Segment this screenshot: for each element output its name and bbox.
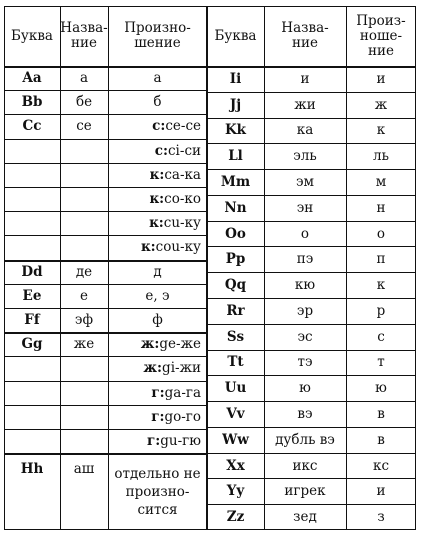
pronunciation-cell: т bbox=[377, 354, 385, 371]
pronunciation-text: cou-ку bbox=[155, 239, 201, 256]
letter-cell: Aa bbox=[22, 70, 42, 87]
name-cell: о bbox=[300, 225, 310, 242]
letter-cell bbox=[4, 163, 60, 187]
pronunciation-cell: п bbox=[376, 251, 386, 268]
name-cell bbox=[60, 235, 108, 259]
pronunciation-cell: р bbox=[376, 302, 386, 319]
letter-cell bbox=[4, 381, 60, 405]
pronunciation-cell: кс bbox=[373, 457, 389, 474]
name-cell bbox=[60, 356, 108, 380]
name-cell: се bbox=[76, 118, 92, 135]
row-rule bbox=[4, 187, 207, 188]
pronunciation-cell: в bbox=[377, 405, 385, 422]
row-rule bbox=[207, 298, 416, 299]
pronunciation-text: ge-же bbox=[159, 336, 201, 353]
letter-cell bbox=[4, 235, 60, 259]
pronunciation-cell: в bbox=[377, 431, 385, 448]
letter-cell bbox=[4, 211, 60, 235]
name-cell: вэ bbox=[297, 405, 313, 422]
row-rule bbox=[4, 453, 207, 455]
pronunciation-text: ga-га bbox=[164, 384, 201, 401]
pronunciation-cell bbox=[108, 356, 207, 380]
name-cell: эф bbox=[74, 312, 94, 329]
name-cell: ю bbox=[299, 380, 311, 397]
name-cell: эн bbox=[296, 199, 314, 216]
pronunciation-cell: ль bbox=[373, 148, 389, 165]
letter-cell: Xx bbox=[226, 457, 245, 474]
pronunciation-text: е, э bbox=[145, 287, 170, 304]
name-cell: де bbox=[75, 263, 93, 280]
letter-cell: Mm bbox=[220, 173, 251, 190]
name-cell bbox=[60, 187, 108, 211]
pronunciation-cell: з bbox=[377, 509, 385, 526]
name-cell: эм bbox=[295, 173, 315, 190]
pronunciation-cell bbox=[108, 211, 207, 235]
pronunciation-cell bbox=[108, 114, 207, 138]
alphabet-table bbox=[4, 6, 416, 530]
letter-cell bbox=[4, 356, 60, 380]
name-cell: а bbox=[79, 70, 89, 87]
letter-cell: Ww bbox=[222, 431, 249, 448]
pronunciation-cell bbox=[108, 66, 207, 90]
pronunciation-text: а bbox=[153, 70, 162, 87]
row-rule bbox=[4, 163, 207, 164]
pronunciation-prefix: к: bbox=[149, 191, 165, 208]
row-rule bbox=[4, 308, 207, 309]
pronunciation-prefix: ж: bbox=[140, 336, 160, 353]
pronunciation-text: gu-гю bbox=[160, 433, 201, 450]
name-cell: икс bbox=[292, 457, 318, 474]
row-rule bbox=[4, 114, 207, 115]
header-name-left: Назва- ние bbox=[60, 20, 108, 51]
letter-cell: Ee bbox=[22, 287, 42, 304]
pronunciation-text: д bbox=[153, 263, 162, 280]
row-rule bbox=[207, 195, 416, 196]
name-cell: эс bbox=[297, 328, 313, 345]
name-cell: тэ bbox=[297, 354, 313, 371]
pronunciation-prefix: г: bbox=[151, 408, 165, 425]
row-rule bbox=[207, 92, 416, 93]
row-rule bbox=[207, 350, 416, 351]
pronunciation-prefix: с: bbox=[152, 118, 166, 135]
row-rule bbox=[4, 332, 207, 334]
row-rule bbox=[207, 246, 416, 247]
letter-cell: Jj bbox=[229, 96, 242, 113]
row-rule bbox=[207, 453, 416, 454]
letter-cell: Rr bbox=[226, 302, 245, 319]
letter-cell: Bb bbox=[21, 94, 43, 111]
name-cell: и bbox=[300, 70, 310, 87]
letter-cell bbox=[4, 187, 60, 211]
row-rule bbox=[207, 427, 416, 428]
letter-cell: Nn bbox=[224, 199, 247, 216]
letter-cell bbox=[4, 405, 60, 429]
letter-cell: Qq bbox=[224, 277, 247, 294]
row-rule bbox=[4, 90, 207, 91]
pronunciation-cell bbox=[108, 405, 207, 429]
pronunciation-cell bbox=[108, 187, 207, 211]
pronunciation-cell: с bbox=[377, 328, 385, 345]
header-pronunciation-right: Произ- ноше- ние bbox=[356, 12, 406, 59]
letter-cell: Hh bbox=[20, 461, 44, 478]
letter-cell: Zz bbox=[226, 509, 245, 526]
letter-cell: Ll bbox=[228, 148, 243, 165]
pronunciation-cell: м bbox=[375, 173, 387, 190]
name-cell: аш bbox=[73, 461, 95, 478]
pronunciation-cell: н bbox=[376, 199, 386, 216]
pronunciation-text: б bbox=[153, 94, 162, 111]
name-cell: жи bbox=[294, 96, 316, 113]
letter-cell: Gg bbox=[21, 336, 43, 353]
pronunciation-prefix: к: bbox=[149, 166, 165, 183]
row-rule bbox=[207, 324, 416, 325]
pronunciation-cell bbox=[108, 260, 207, 284]
pronunciation-prefix: г: bbox=[151, 384, 165, 401]
header-letter-left: Буква bbox=[11, 27, 53, 44]
name-cell bbox=[60, 381, 108, 405]
row-rule bbox=[4, 260, 207, 262]
header-rule bbox=[4, 66, 416, 68]
pronunciation-prefix: ж: bbox=[143, 360, 163, 377]
letter-cell: Ss bbox=[226, 328, 245, 345]
pronunciation-text: gi-жи bbox=[162, 360, 201, 377]
pronunciation-cell bbox=[108, 381, 207, 405]
row-rule bbox=[4, 235, 207, 236]
row-rule bbox=[4, 356, 207, 357]
header-letter-right: Буква bbox=[214, 27, 257, 44]
letter-cell: Kk bbox=[224, 122, 247, 139]
letter-cell: Ii bbox=[229, 70, 242, 87]
row-rule bbox=[207, 169, 416, 170]
pronunciation-cell: отдельно не произно- сится bbox=[114, 465, 201, 518]
name-cell: бе bbox=[75, 94, 93, 111]
row-rule bbox=[207, 478, 416, 479]
pronunciation-text: go-го bbox=[164, 408, 201, 425]
pronunciation-prefix: с: bbox=[154, 142, 168, 159]
name-cell bbox=[60, 163, 108, 187]
column-divider bbox=[346, 6, 347, 530]
name-cell bbox=[60, 139, 108, 163]
pronunciation-cell bbox=[108, 429, 207, 453]
pronunciation-text: ce-се bbox=[165, 118, 201, 135]
name-cell bbox=[60, 429, 108, 453]
pronunciation-cell: и bbox=[376, 70, 386, 87]
column-divider bbox=[264, 6, 265, 530]
pronunciation-cell: ю bbox=[375, 380, 387, 397]
pronunciation-cell bbox=[108, 235, 207, 259]
row-rule bbox=[4, 211, 207, 212]
pronunciation-text: ф bbox=[152, 312, 163, 329]
column-divider bbox=[108, 6, 109, 530]
name-cell: зед bbox=[293, 509, 317, 526]
name-cell: кю bbox=[294, 277, 316, 294]
pronunciation-cell: о bbox=[376, 225, 386, 242]
pronunciation-prefix: к: bbox=[140, 239, 156, 256]
header-pronunciation-left: Произно- шение bbox=[124, 20, 191, 51]
pronunciation-cell bbox=[108, 284, 207, 308]
pronunciation-cell bbox=[108, 163, 207, 187]
row-rule bbox=[4, 381, 207, 382]
row-rule bbox=[4, 429, 207, 430]
name-cell: эль bbox=[293, 148, 317, 165]
row-rule bbox=[207, 118, 416, 119]
name-cell: эр bbox=[296, 302, 314, 319]
name-cell: пэ bbox=[296, 251, 314, 268]
row-rule bbox=[207, 504, 416, 505]
pronunciation-prefix: г: bbox=[147, 433, 161, 450]
pronunciation-cell bbox=[108, 90, 207, 114]
row-rule bbox=[207, 272, 416, 273]
row-rule bbox=[207, 221, 416, 222]
letter-cell: Ff bbox=[24, 312, 40, 329]
name-cell: ка bbox=[296, 122, 314, 139]
column-divider bbox=[60, 6, 61, 530]
pronunciation-text: cu-ку bbox=[163, 215, 201, 232]
pronunciation-cell: к bbox=[376, 277, 386, 294]
row-rule bbox=[4, 139, 207, 140]
name-cell: игрек bbox=[284, 483, 326, 500]
letter-cell bbox=[4, 139, 60, 163]
pronunciation-text: ci-си bbox=[168, 142, 201, 159]
pronunciation-text: co-ко bbox=[164, 191, 201, 208]
pronunciation-text: ca-ка bbox=[164, 166, 201, 183]
pronunciation-cell: к bbox=[376, 122, 386, 139]
pronunciation-cell: и bbox=[376, 483, 386, 500]
pronunciation-cell bbox=[108, 139, 207, 163]
letter-cell: Oo bbox=[225, 225, 246, 242]
column-divider bbox=[206, 6, 208, 530]
letter-cell: Cc bbox=[22, 118, 42, 135]
letter-cell: Tt bbox=[227, 354, 244, 371]
header-name-right: Назва- ние bbox=[281, 20, 329, 51]
letter-cell: Pp bbox=[225, 251, 246, 268]
row-rule bbox=[207, 143, 416, 144]
letter-cell: Yy bbox=[226, 483, 245, 500]
pronunciation-cell bbox=[108, 308, 207, 332]
pronunciation-cell: ж bbox=[374, 96, 388, 113]
name-cell bbox=[60, 211, 108, 235]
pronunciation-cell bbox=[108, 332, 207, 356]
pronunciation-prefix: к: bbox=[149, 215, 164, 232]
letter-cell: Dd bbox=[21, 263, 43, 280]
row-rule bbox=[207, 401, 416, 402]
name-cell: дубль вэ bbox=[275, 431, 335, 448]
row-rule bbox=[4, 284, 207, 285]
row-rule bbox=[207, 375, 416, 376]
name-cell bbox=[60, 405, 108, 429]
letter-cell: Uu bbox=[224, 380, 247, 397]
name-cell: же bbox=[73, 336, 95, 353]
name-cell: е bbox=[80, 287, 88, 304]
letter-cell bbox=[4, 429, 60, 453]
letter-cell: Vv bbox=[226, 405, 245, 422]
row-rule bbox=[4, 405, 207, 406]
